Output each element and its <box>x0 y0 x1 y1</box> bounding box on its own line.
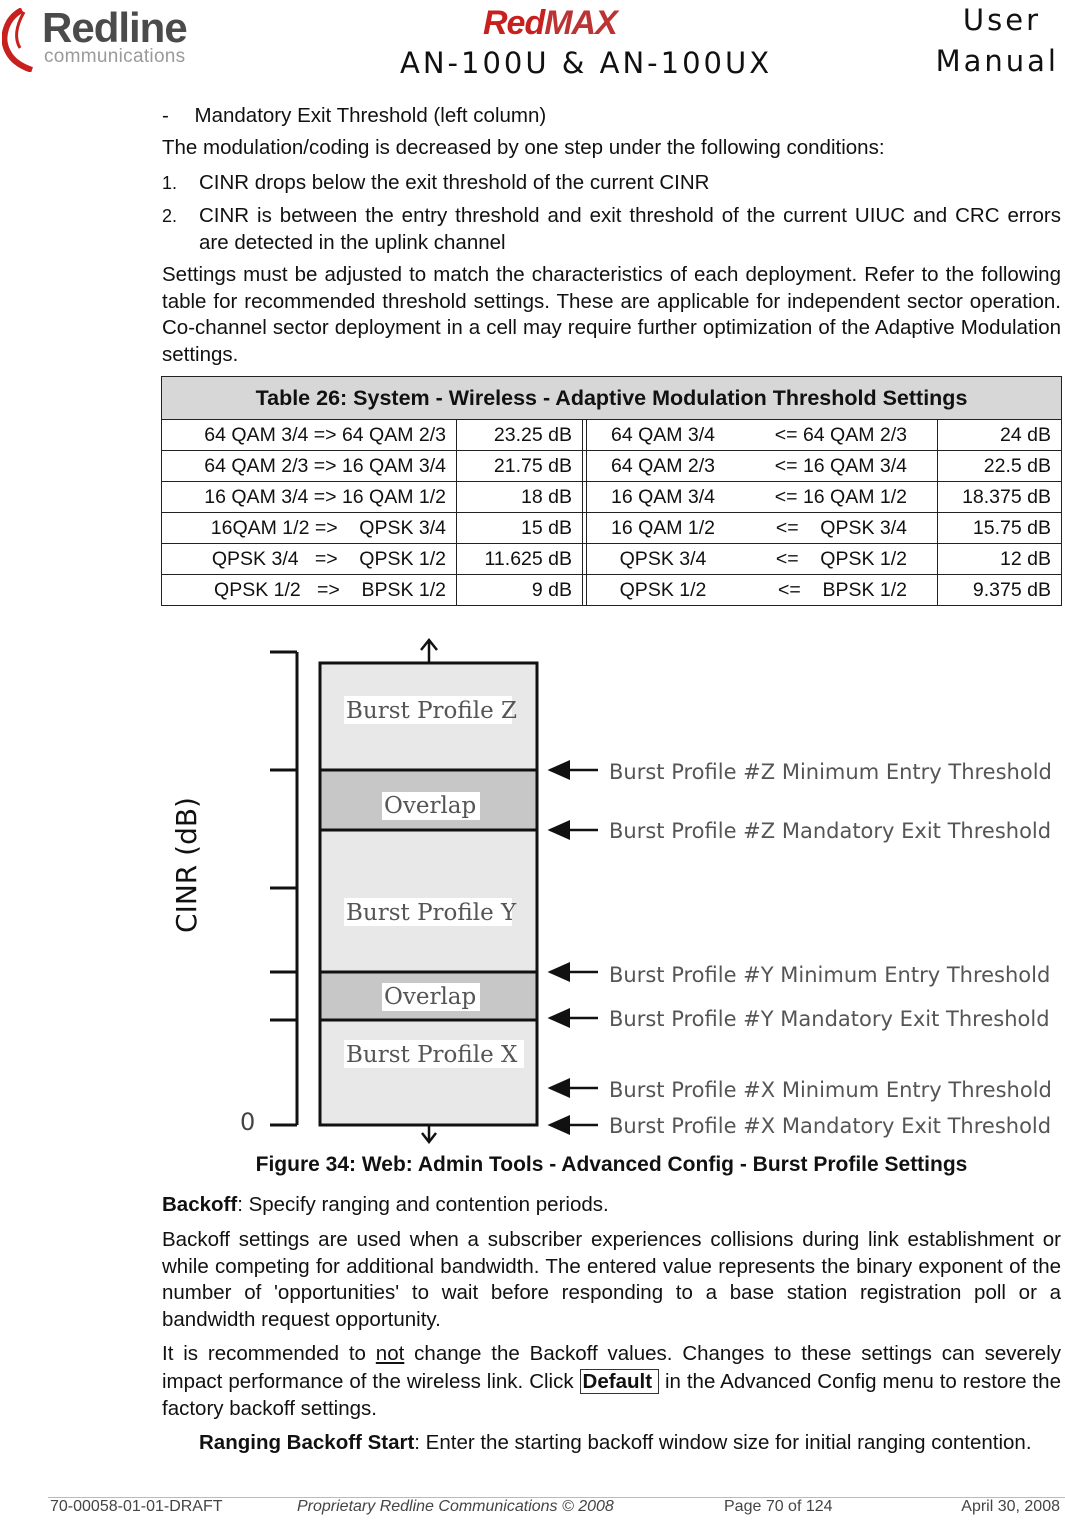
redmax-logo: RedMAX <box>483 4 617 42</box>
table-row: 16QAM 1/2 => QPSK 3/4 15 dB 16 QAM 1/2 <= QPSK 3/4 15.75 dB <box>162 513 1062 544</box>
ranging-backoff-start: Ranging Backoff Start: Enter the starting backoff window size for initial ranging contention. <box>199 1431 1032 1454</box>
brand-sub: communications <box>44 46 186 67</box>
footer-doc-id: 70-00058-01-01-DRAFT <box>50 1498 223 1515</box>
svg-text:Burst Profile #Y Mandatory Exi: Burst Profile #Y Mandatory Exit Threshold <box>609 1007 1050 1031</box>
threshold-x-exit <box>550 1114 1051 1138</box>
label-overlap-2: Overlap <box>384 984 477 1010</box>
label-overlap-1: Overlap <box>384 793 477 819</box>
threshold-y-entry <box>550 963 1050 987</box>
figure-caption: Figure 34: Web: Admin Tools - Advanced Config - Burst Profile Settings <box>255 1153 968 1176</box>
backoff-paragraph: Backoff settings are used when a subscriber experiences collisions during link establishment or while competing for additional bandwidth. The entered value represents the binary exponent of the number of 'opportunities' to wait before responding to a base station registration poll or a bandwidth request opportunity. <box>162 1228 1061 1331</box>
table-title: Table 26: System - Wireless - Adaptive Modulation Threshold Settings <box>162 377 1062 420</box>
threshold-table <box>161 376 1062 606</box>
product-model: AN-100U & AN-100UX <box>400 46 773 80</box>
table-row: 16 QAM 3/4 => 16 QAM 1/2 18 dB 16 QAM 3/4 <= 16 QAM 1/2 18.375 dB <box>162 482 1062 513</box>
footer-copyright: Proprietary Redline Communications © 2008 <box>297 1498 614 1515</box>
doc-type-line1: User <box>962 3 1041 37</box>
backoff-warning: It is recommended to not change the Backoff values. Changes to these settings can severely impact performance of the wireless link. Click Default in the Advanced Config menu to restore the factory backoff settings. <box>162 1342 1061 1420</box>
svg-text:Burst Profile #X Mandatory Exi: Burst Profile #X Mandatory Exit Threshold <box>609 1114 1052 1138</box>
threshold-z-entry <box>550 760 1052 784</box>
doc-type-line2: Manual <box>935 44 1059 78</box>
svg-text:Burst Profile #Z Minimum Entry: Burst Profile #Z Minimum Entry Threshold <box>609 760 1052 784</box>
y-axis-label: CINR (dB) <box>170 797 203 933</box>
threshold-y-exit <box>550 1007 1050 1031</box>
brand-name: Redline <box>42 4 187 51</box>
backoff-heading: Backoff: Specify ranging and contention periods. <box>162 1193 609 1216</box>
condition-1: 1. CINR drops below the exit threshold of the current CINR <box>162 171 710 194</box>
footer-page: Page 70 of 124 <box>724 1498 833 1515</box>
table-row: QPSK 3/4 => QPSK 1/2 11.625 dB QPSK 3/4 <= QPSK 1/2 12 dB <box>162 544 1062 575</box>
label-profile-x: Burst Profile X <box>346 1042 518 1068</box>
footer-date: April 30, 2008 <box>961 1498 1060 1515</box>
redline-logo <box>0 2 210 76</box>
table-row: 64 QAM 3/4 => 64 QAM 2/3 23.25 dB 64 QAM 3/4 <= 64 QAM 2/3 24 dB <box>162 420 1062 451</box>
condition-2: 2. CINR is between the entry threshold and exit threshold of the current UIUC and CRC errors are detected in the uplink channel <box>162 204 1061 254</box>
box-profile-x <box>320 1020 537 1125</box>
intro-text: The modulation/coding is decreased by one step under the following conditions: <box>162 136 885 159</box>
burst-profile-diagram <box>160 630 1065 1145</box>
settings-paragraph: Settings must be adjusted to match the characteristics of each deployment. Refer to the following table for recommended threshold settings. These are applicable for independent sector operation. Co-channel sector deployment in a cell may require further optimization of the Adaptive Modulation settings. <box>162 263 1061 366</box>
default-button[interactable]: Default <box>580 1369 659 1394</box>
svg-text:Burst Profile #Y Minimum Entry: Burst Profile #Y Minimum Entry Threshold <box>609 963 1051 987</box>
table-row: QPSK 1/2 => BPSK 1/2 9 dB QPSK 1/2 <= BPSK 1/2 9.375 dB <box>162 575 1062 606</box>
table-row: 64 QAM 2/3 => 16 QAM 3/4 21.75 dB 64 QAM 2/3 <= 16 QAM 3/4 22.5 dB <box>162 451 1062 482</box>
zero-label: 0 <box>240 1108 256 1136</box>
bullet-item: - Mandatory Exit Threshold (left column) <box>162 104 547 127</box>
svg-text:Burst Profile #Z Mandatory Exi: Burst Profile #Z Mandatory Exit Threshold <box>609 819 1052 843</box>
redline-swoosh-icon <box>2 8 36 72</box>
svg-text:Burst Profile #X Minimum Entry: Burst Profile #X Minimum Entry Threshold <box>609 1078 1052 1102</box>
threshold-z-exit <box>550 819 1051 843</box>
label-profile-y: Burst Profile Y <box>346 900 517 926</box>
threshold-x-entry <box>550 1078 1052 1102</box>
label-profile-z: Burst Profile Z <box>346 698 517 724</box>
